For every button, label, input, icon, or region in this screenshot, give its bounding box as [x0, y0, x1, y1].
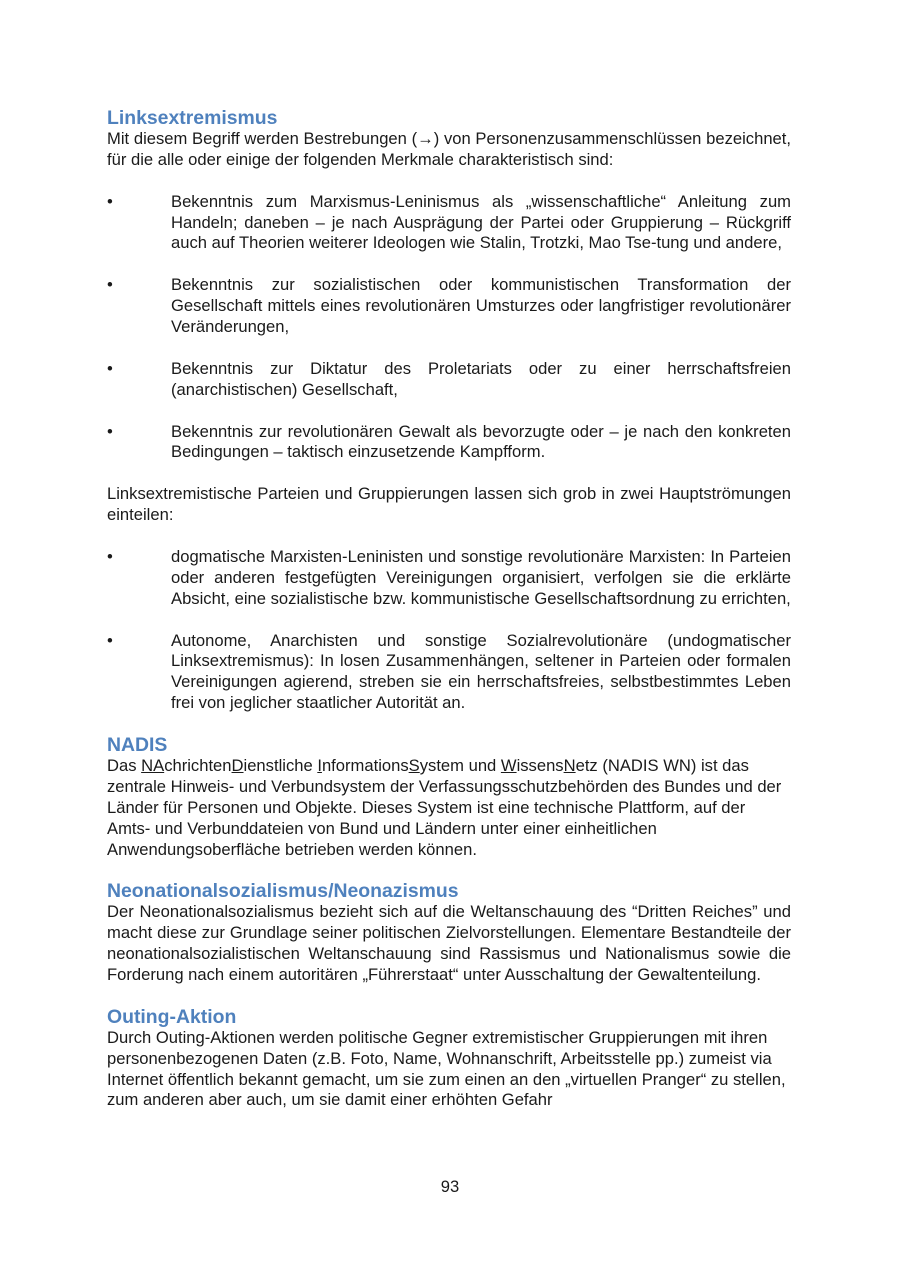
bullet-marker: • — [107, 275, 113, 295]
paragraph-outing-aktion: Durch Outing-Aktionen werden politische Gegner extremistischer Gruppierungen mit ihren personenbezogenen Daten (z.B. Foto, Name, Wohnanschrift, Arbeitsstelle pp.) zumeist via Internet öffentlich bekannt gemacht, um sie zum einen an den „virtuellen Pranger“ zu stellen, zum anderen aber auch, um sie damit einer erhöhten Gefahr — [107, 1027, 786, 1110]
document-page — [107, 108, 791, 1111]
bullet-marker: • — [107, 358, 113, 378]
bullet-marker: • — [107, 191, 113, 211]
bullet-marker: • — [107, 630, 113, 650]
heading-neonazismus: Neonationalsozialismus/Neonazismus — [107, 880, 459, 903]
list-item — [107, 359, 791, 401]
heading-linksextremismus: Linksextremismus — [107, 107, 278, 129]
heading-outing-aktion: Outing-Aktion — [107, 1005, 237, 1028]
list-item — [107, 275, 791, 338]
list-item — [107, 192, 791, 255]
paragraph-streams-intro: Linksextremistische Parteien und Gruppierungen lassen sich grob in zwei Hauptströmungen einteilen: — [107, 484, 791, 525]
heading-nadis: NADIS — [107, 734, 168, 757]
list-item-text: Bekenntnis zur sozialistischen oder kommunistischen Transformation der Gesellschaft mittels eines revolutionären Umsturzes oder langfristiger revolutionärer Veränderungen, — [171, 275, 791, 337]
list-item-text: Bekenntnis zur Diktatur des Proletariats oder zu einer herrschaftsfreien (anarchistischen) Gesellschaft, — [171, 358, 791, 399]
paragraph-definition: Mit diesem Begriff werden Bestrebungen (→) von Personenzusammenschlüssen bezeichnet, für die alle oder einige der folgenden Merkmale charakteristisch sind: — [107, 128, 791, 169]
bullet-marker: • — [107, 421, 113, 441]
list-item — [107, 631, 791, 715]
paragraph-neonazismus: Der Neonationalsozialismus bezieht sich auf die Weltanschauung des “Dritten Reiches” und macht diese zur Grundlage seiner politischen Zielvorstellungen. Elementare Bestandteile der neonationalsozialistischen Weltanschauung sind Rassismus und Nationalismus sowie die Forderung nach einem autoritären „Führerstaat“ unter Ausschaltung der Gewaltenteilung. — [107, 902, 791, 985]
paragraph-nadis: Das NAchrichtenDienstliche InformationsSystem und WissensNetz (NADIS WN) ist das zentrale Hinweis- und Verbundsystem der Verfassungsschutzbehörden des Bundes und der Länder für Personen und Objekte. Dieses System ist eine technische Plattform, auf der Amts- und Verbunddateien von Bund und Ländern unter einer einheitlichen Anwendungsoberfläche betrieben werden können. — [107, 755, 782, 859]
list-item-text: Bekenntnis zum Marxismus-Leninismus als „wissenschaftliche“ Anleitung zum Handeln; daneben – je nach Ausprägung der Partei oder Gruppierung – Rückgriff auch auf Theorien weiterer Ideologen wie Stalin, Trotzki, Mao Tse-tung und andere, — [171, 191, 791, 253]
list-item-text: Bekenntnis zur revolutionären Gewalt als bevorzugte oder – je nach den konkreten Bedingungen – taktisch einzusetzende Kampfform. — [171, 421, 791, 462]
list-item — [107, 422, 791, 464]
list-item-text: Autonome, Anarchisten und sonstige Sozialrevolutionäre (undogmatischer Linksextremismus): In losen Zusammenhängen, seltener in Parteien oder formalen Vereinigungen agierend, streben sie ein herrschaftsfreies, selbstbestimmtes Leben frei von jeglicher staatlicher Autorität an. — [171, 630, 791, 713]
list-item — [107, 547, 791, 610]
page-number: 93 — [440, 1177, 460, 1196]
list-item-text: dogmatische Marxisten-Leninisten und sonstige revolutionäre Marxisten: In Parteien oder anderen festgefügten Vereinigungen organisiert, verfolgen sie die erklärte Absicht, eine sozialistische bzw. kommunistische Gesellschaftsordnung zu errichten, — [171, 546, 791, 608]
bullet-marker: • — [107, 546, 113, 566]
